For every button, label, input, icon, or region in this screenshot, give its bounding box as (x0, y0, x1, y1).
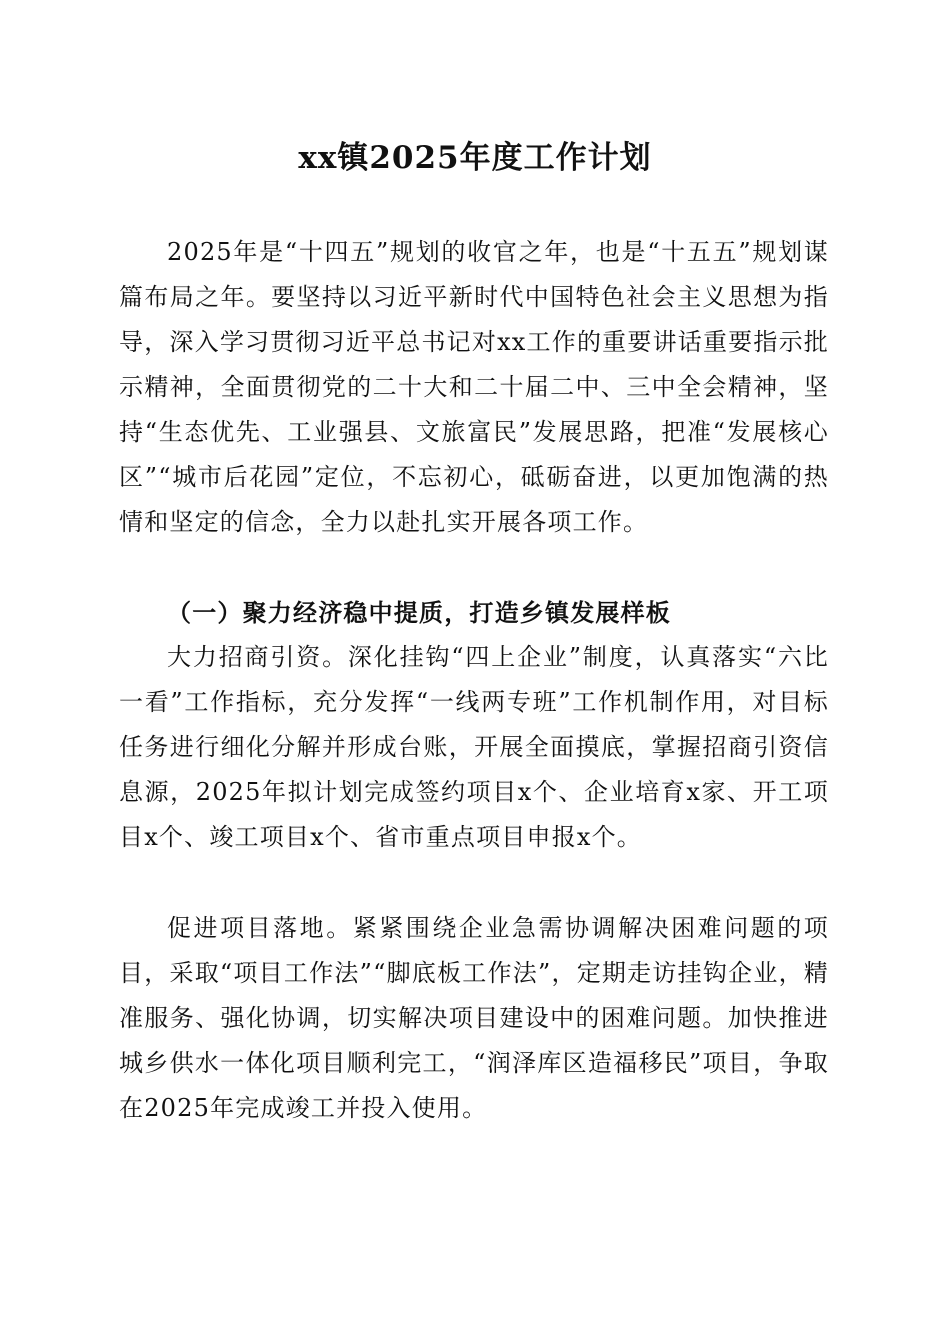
intro-paragraph: 2025年是“十四五”规划的收官之年，也是“十五五”规划谋篇布局之年。要坚持以习近平新时代中国特色社会主义思想为指导，深入学习贯彻习近平总书记对xx工作的重要讲话重要指示批示精神，全面贯彻党的二十大和二十届二中、三中全会精神，坚持“生态优先、工业强县、文旅富民”发展思路，把准“发展核心区”“城市后花园”定位，不忘初心，砥砺奋进，以更加饱满的热情和坚定的信念，全力以赴扎实开展各项工作。 (119, 238, 829, 536)
section-heading-1: （一）聚力经济稳中提质，打造乡镇发展样板 (167, 598, 671, 627)
paragraph-projects: 促进项目落地。紧紧围绕企业急需协调解决困难问题的项目，采取“项目工作法”“脚底板工作法”，定期走访挂钩企业，精准服务、强化协调，切实解决项目建设中的困难问题。加快推进城乡供水一体化项目顺利完工，“润泽库区造福移民”项目，争取在2025年完成竣工并投入使用。 (119, 914, 829, 1122)
document-title: xx镇2025年度工作计划 (298, 140, 652, 176)
paragraph-investment: 大力招商引资。深化挂钩“四上企业”制度，认真落实“六比一看”工作指标，充分发挥“一线两专班”工作机制作用，对目标任务进行细化分解并形成台账，开展全面摸底，掌握招商引资信息源，2025年拟计划完成签约项目x个、企业培育x家、开工项目x个、竣工项目x个、省市重点项目申报x个。 (119, 643, 829, 851)
